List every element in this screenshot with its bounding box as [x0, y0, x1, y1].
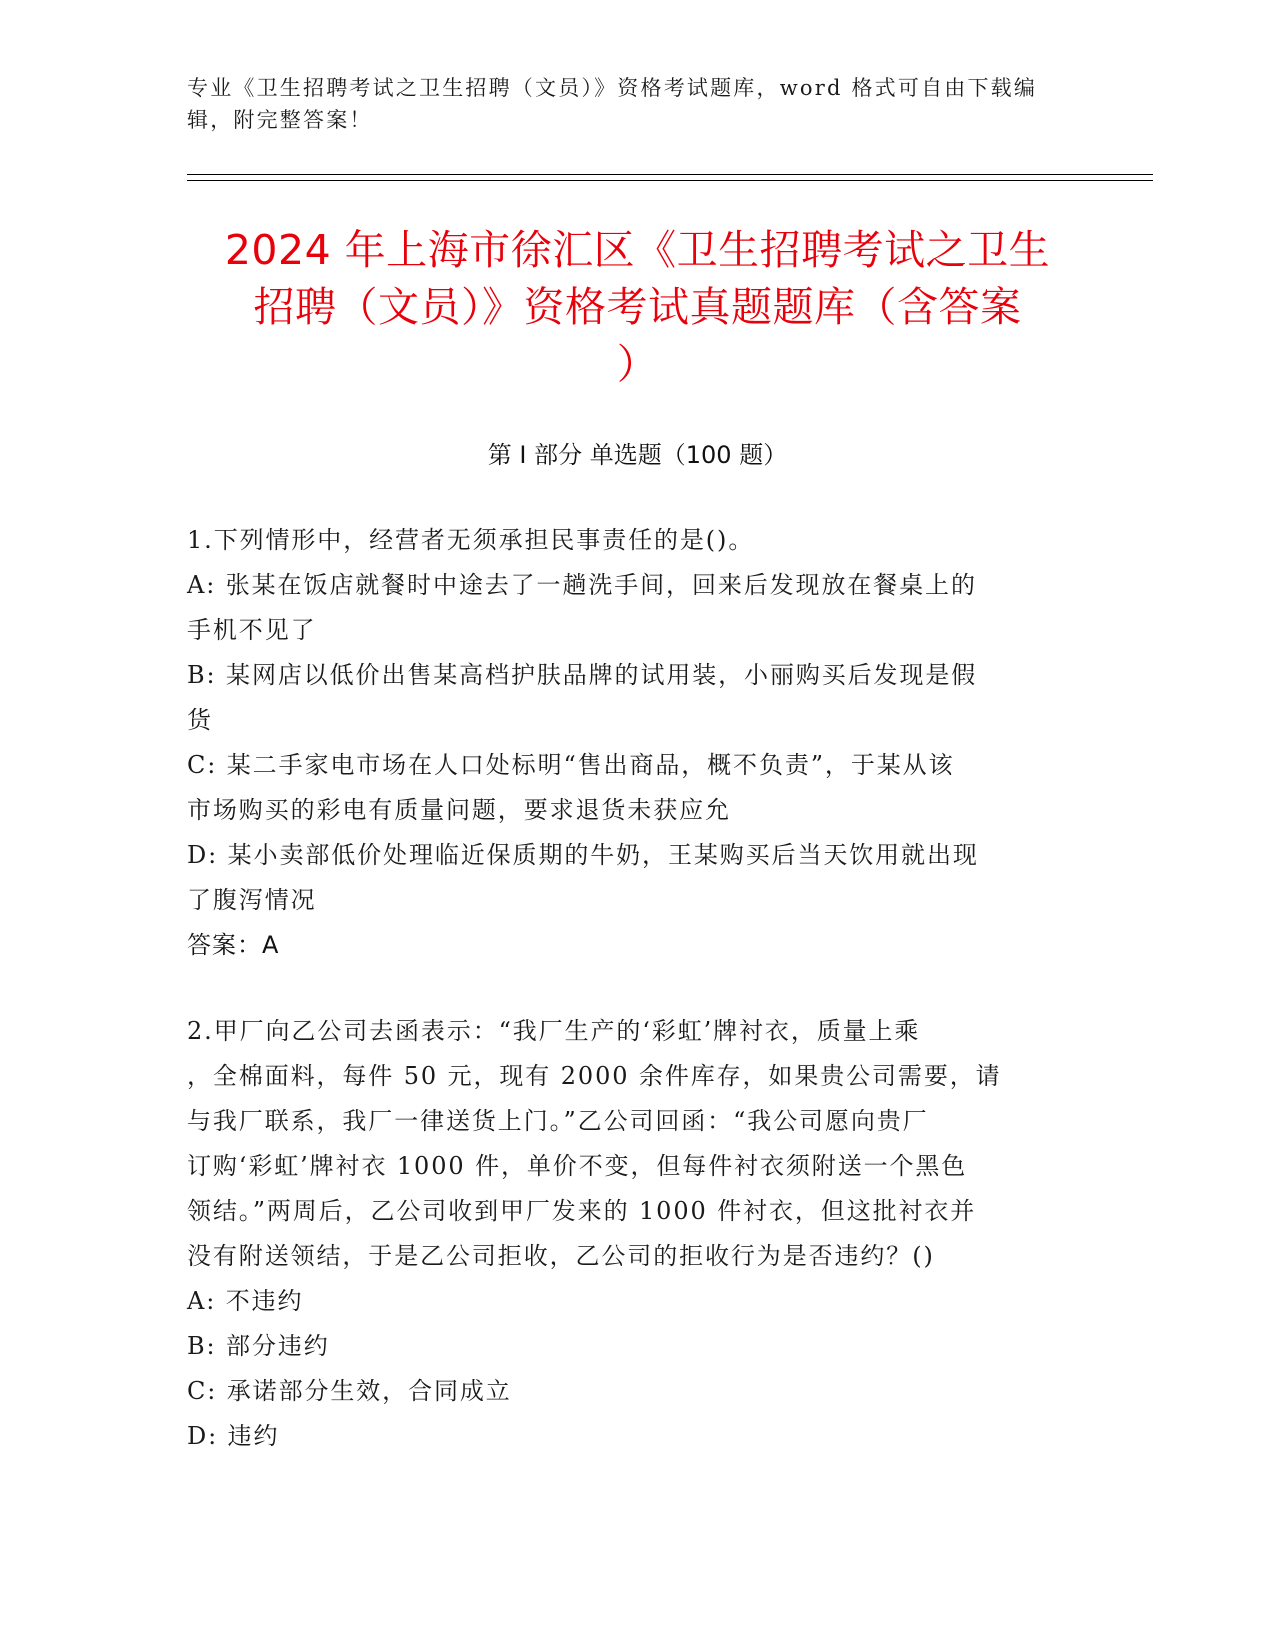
question-1-option-c: [187, 743, 1067, 833]
question-1-option-b: [187, 653, 1067, 743]
option-text-continued: 了腹泻情况: [187, 886, 317, 914]
title-line-1: 2024 年上海市徐汇区《卫生招聘考试之卫生: [224, 226, 1051, 274]
option-text: B: 某网店以低价出售某高档护肤品牌的试用装，小丽购买后发现是假: [187, 661, 978, 689]
stem-line: 没有附送领结，于是乙公司拒收，乙公司的拒收行为是否违约？(): [187, 1242, 935, 1270]
question-2-option-d: D: 违约: [187, 1422, 280, 1450]
document-title: [180, 222, 1095, 393]
question-1-stem: 1.下列情形中，经营者无须承担民事责任的是()。: [187, 526, 755, 554]
stem-line: 领结。”两周后，乙公司收到甲厂发来的 1000 件衬衣，但这批衬衣并: [187, 1197, 977, 1225]
option-text-continued: 货: [187, 706, 213, 734]
option-text: C: 某二手家电市场在人口处标明“售出商品，概不负责”，于某从该: [187, 751, 955, 779]
stem-line: ，全棉面料，每件 50 元，现有 2000 余件库存，如果贵公司需要，请: [187, 1062, 1002, 1090]
stem-line: 订购‘彩虹’牌衬衣 1000 件，单价不变，但每件衬衣须附送一个黑色: [187, 1152, 968, 1180]
option-text: D: 某小卖部低价处理临近保质期的牛奶，王某购买后当天饮用就出现: [187, 841, 979, 869]
option-text-continued: 市场购买的彩电有质量问题，要求退货未获应允: [187, 796, 731, 824]
question-2-stem: [187, 1009, 1067, 1279]
question-2-option-b: B: 部分违约: [187, 1332, 330, 1360]
option-text-continued: 手机不见了: [187, 616, 317, 644]
question-1: [187, 518, 1067, 968]
stem-line: 与我厂联系，我厂一律送货上门。”乙公司回函：“我公司愿向贵厂: [187, 1107, 929, 1135]
section-heading: 第 I 部分 单选题（100 题）: [487, 441, 788, 469]
question-1-option-d: [187, 833, 1067, 923]
question-2-option-a: A: 不违约: [187, 1287, 304, 1315]
question-spacer: [187, 968, 1067, 1009]
question-1-option-a: [187, 563, 1067, 653]
header-rule-top: [187, 174, 1153, 175]
question-1-answer: 答案：A: [187, 931, 280, 959]
header-rule-bottom: [187, 180, 1153, 181]
question-2-option-c: C: 承诺部分生效，合同成立: [187, 1377, 512, 1405]
option-text: A: 张某在饭店就餐时中途去了一趟洗手间，回来后发现放在餐桌上的: [187, 571, 977, 599]
stem-line: 2.甲厂向乙公司去函表示：“我厂生产的‘彩虹’牌衬衣，质量上乘: [187, 1017, 921, 1045]
title-line-2: 招聘（文员）》资格考试真题题库（含答案: [253, 283, 1022, 331]
question-list: [187, 518, 1067, 1459]
title-line-3: ）: [616, 340, 659, 388]
page-header-text: 专业《卫生招聘考试之卫生招聘（文员）》资格考试题库，word 格式可自由下载编辑，附完整答案！: [187, 76, 1038, 132]
question-2: [187, 1009, 1067, 1459]
